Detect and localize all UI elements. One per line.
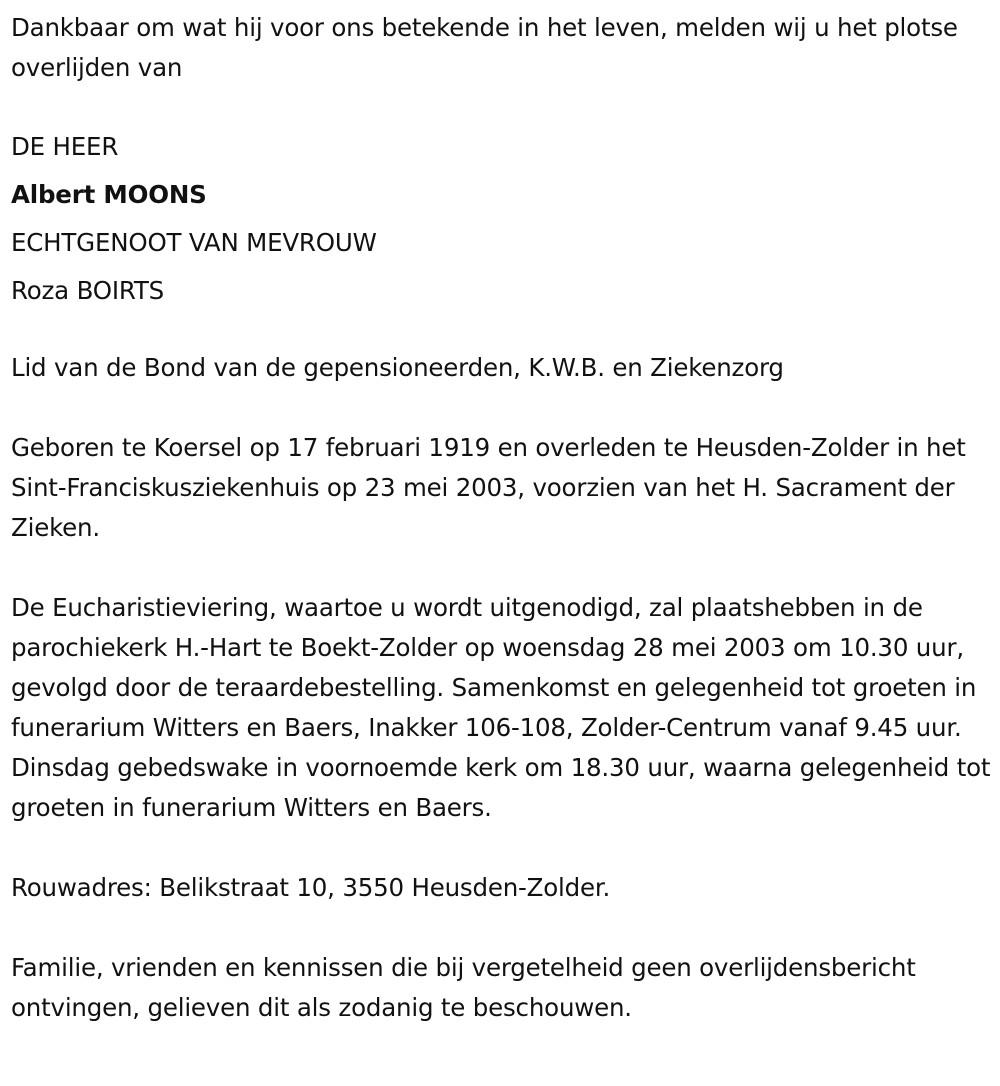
deceased-block bbox=[11, 123, 996, 315]
obituary-notice bbox=[11, 8, 996, 1028]
address-paragraph: Rouwadres: Belikstraat 10, 3550 Heusden-Zolder. bbox=[11, 873, 611, 902]
spouse-name: Roza BOIRTS bbox=[11, 276, 165, 305]
membership-paragraph: Lid van de Bond van de gepensioneerden, K.W.B. en Ziekenzorg bbox=[11, 353, 784, 382]
ceremony-paragraph: De Eucharistieviering, waartoe u wordt uitgenodigd, zal plaatshebben in de parochiekerk H.-Hart te Boekt-Zolder op woensdag 28 mei 2003 om 10.30 uur, gevolgd door de teraardebestelling. Samenkomst en gelegenheid tot groeten in funerarium Witters en Baers, Inakker 106-108, Zolder-Centrum vanaf 9.45 uur. Dinsdag gebedswake in voornoemde kerk om 18.30 uur, waarna gelegenheid tot groeten in funerarium Witters en Baers. bbox=[11, 593, 991, 822]
birth-death-paragraph: Geboren te Koersel op 17 februari 1919 en overleden te Heusden-Zolder in het Sint-Franciskusziekenhuis op 23 mei 2003, voorzien van het H. Sacrament der Zieken. bbox=[11, 433, 966, 542]
deceased-name: Albert MOONS bbox=[11, 180, 207, 209]
spouse-label: ECHTGENOOT VAN MEVROUW bbox=[11, 228, 377, 257]
intro-paragraph: Dankbaar om wat hij voor ons betekende in het leven, melden wij u het plotse overlijden van bbox=[11, 13, 958, 82]
closing-paragraph: Familie, vrienden en kennissen die bij vergetelheid geen overlijdensbericht ontvingen, gelieven dit als zodanig te beschouwen. bbox=[11, 953, 916, 1022]
honorific: DE HEER bbox=[11, 132, 119, 161]
